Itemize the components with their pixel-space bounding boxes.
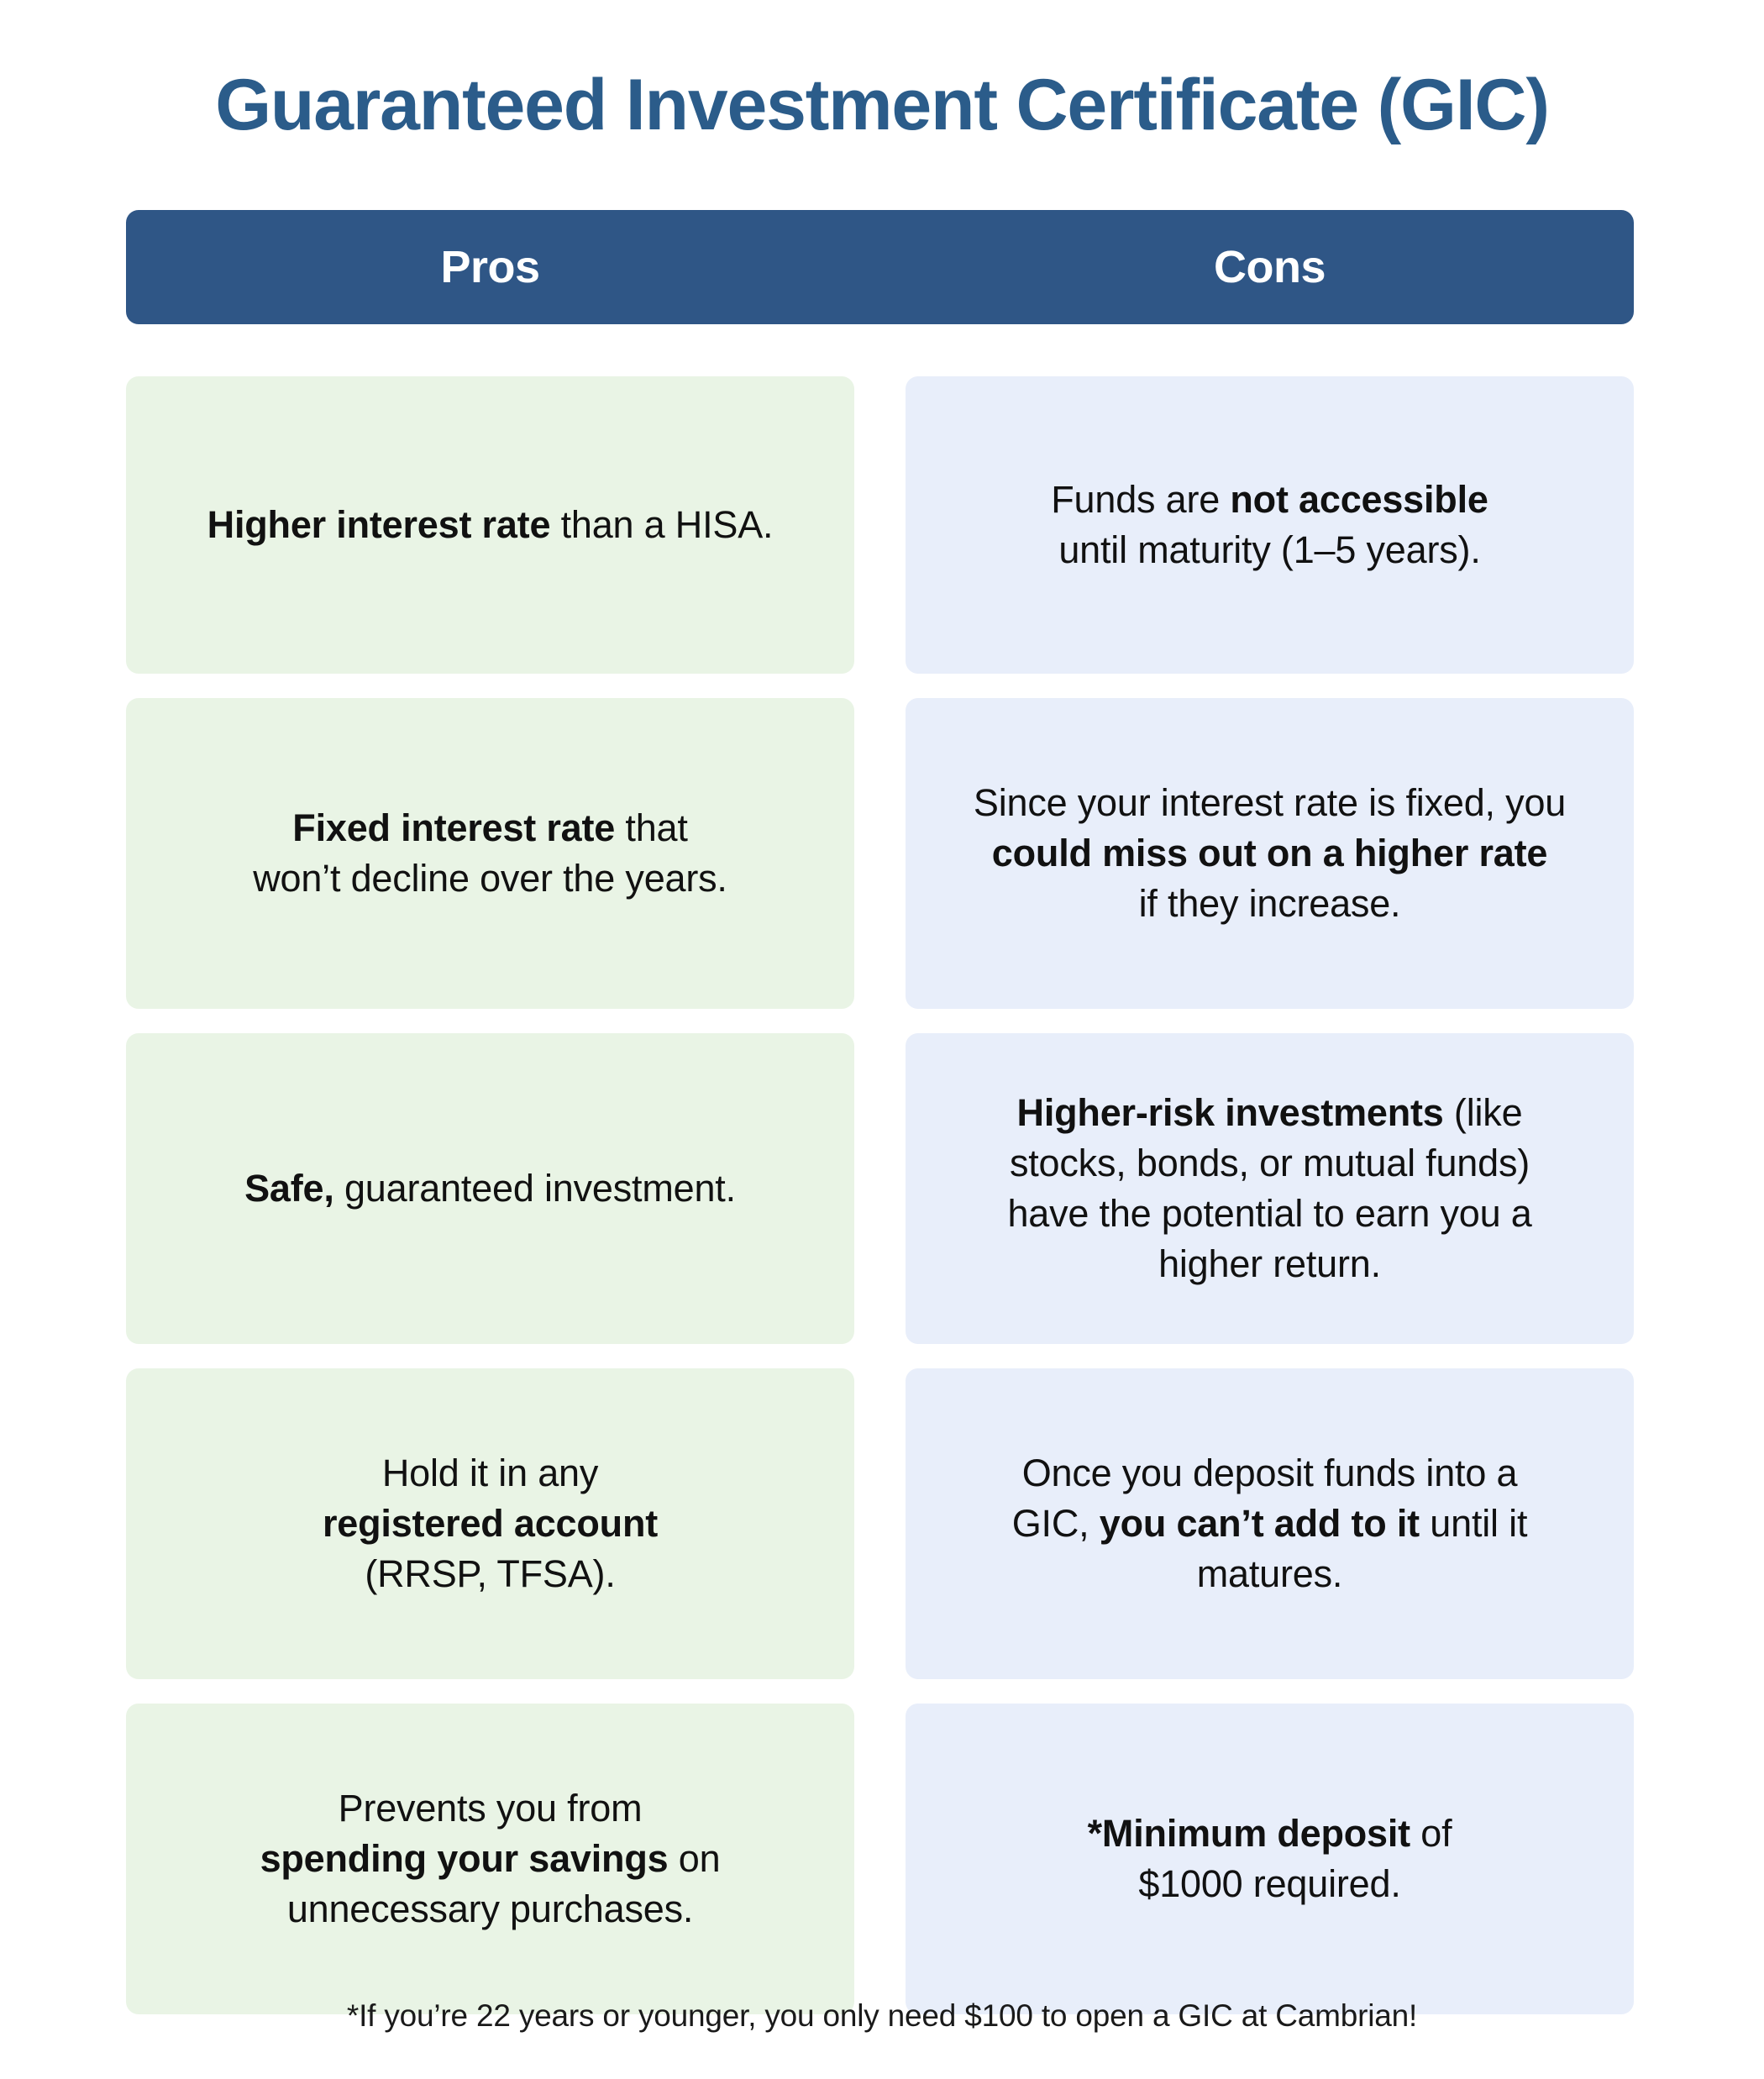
- con-card: [906, 1368, 1634, 1679]
- card-text: [1012, 1448, 1528, 1599]
- card-text: [323, 1448, 658, 1599]
- con-card: [906, 698, 1634, 1009]
- body-text: on: [668, 1837, 721, 1881]
- body-text: Funds are: [1051, 478, 1231, 522]
- emphasis-text: *Minimum deposit: [1087, 1812, 1410, 1856]
- footnote: *If you’re 22 years or younger, you only need $100 to open a GIC at Cambrian!: [346, 1998, 1418, 2033]
- body-text: matures.: [1196, 1551, 1343, 1595]
- body-text: unnecessary purchases.: [286, 1887, 694, 1930]
- body-text: until maturity (1–5 years).: [1058, 528, 1481, 571]
- card-text: [260, 1783, 721, 1935]
- pro-card: [126, 376, 854, 674]
- pros-cons-header-bar: [126, 210, 1634, 324]
- pros-cons-grid: [126, 376, 1634, 2014]
- body-text: Once you deposit funds into a: [1021, 1452, 1518, 1495]
- card-text: [974, 778, 1566, 929]
- body-text: if they increase.: [1138, 881, 1401, 925]
- pro-card: [126, 1033, 854, 1344]
- card-text: [1007, 1088, 1531, 1289]
- body-text: won’t decline over the years.: [253, 857, 727, 900]
- body-text: than a HISA.: [550, 503, 774, 547]
- column-header-cons: Cons: [1214, 242, 1326, 292]
- emphasis-text: Higher interest rate: [207, 503, 551, 547]
- body-text: (like: [1443, 1091, 1523, 1135]
- body-text: (RRSP, TFSA).: [365, 1551, 616, 1595]
- pro-card: [126, 1704, 854, 2014]
- card-text: [1088, 1809, 1452, 1909]
- body-text: that: [615, 806, 688, 850]
- body-text: stocks, bonds, or mutual funds): [1009, 1142, 1530, 1185]
- body-text: until it: [1419, 1502, 1528, 1546]
- card-text: [207, 500, 774, 550]
- con-card: [906, 1704, 1634, 2014]
- body-text: Prevents you from: [338, 1787, 643, 1830]
- body-text: higher return.: [1158, 1242, 1381, 1285]
- body-text: Since your interest rate is fixed, you: [973, 781, 1567, 825]
- body-text: of: [1410, 1812, 1452, 1856]
- emphasis-text: Fixed interest rate: [292, 806, 616, 850]
- con-card: [906, 376, 1634, 674]
- emphasis-text: you can’t add to it: [1099, 1502, 1420, 1546]
- page-title: Guaranteed Investment Certificate (GIC): [215, 65, 1549, 145]
- emphasis-text: Higher-risk investments: [1016, 1091, 1444, 1135]
- pro-card: [126, 698, 854, 1009]
- card-text: [244, 1163, 736, 1214]
- card-text: [1051, 475, 1488, 575]
- emphasis-text: Safe,: [244, 1167, 334, 1210]
- emphasis-text: could miss out on a higher rate: [991, 832, 1548, 875]
- emphasis-text: registered account: [322, 1502, 659, 1546]
- pro-card: [126, 1368, 854, 1679]
- body-text: have the potential to earn you a: [1007, 1192, 1532, 1235]
- emphasis-text: not accessible: [1230, 478, 1488, 522]
- body-text: GIC,: [1011, 1502, 1100, 1546]
- body-text: $1000 required.: [1138, 1862, 1401, 1905]
- con-card: [906, 1033, 1634, 1344]
- body-text: guaranteed investment.: [333, 1167, 736, 1210]
- emphasis-text: spending your savings: [260, 1837, 669, 1881]
- body-text: Hold it in any: [381, 1452, 599, 1495]
- column-header-pros: Pros: [440, 242, 540, 292]
- card-text: [253, 803, 727, 904]
